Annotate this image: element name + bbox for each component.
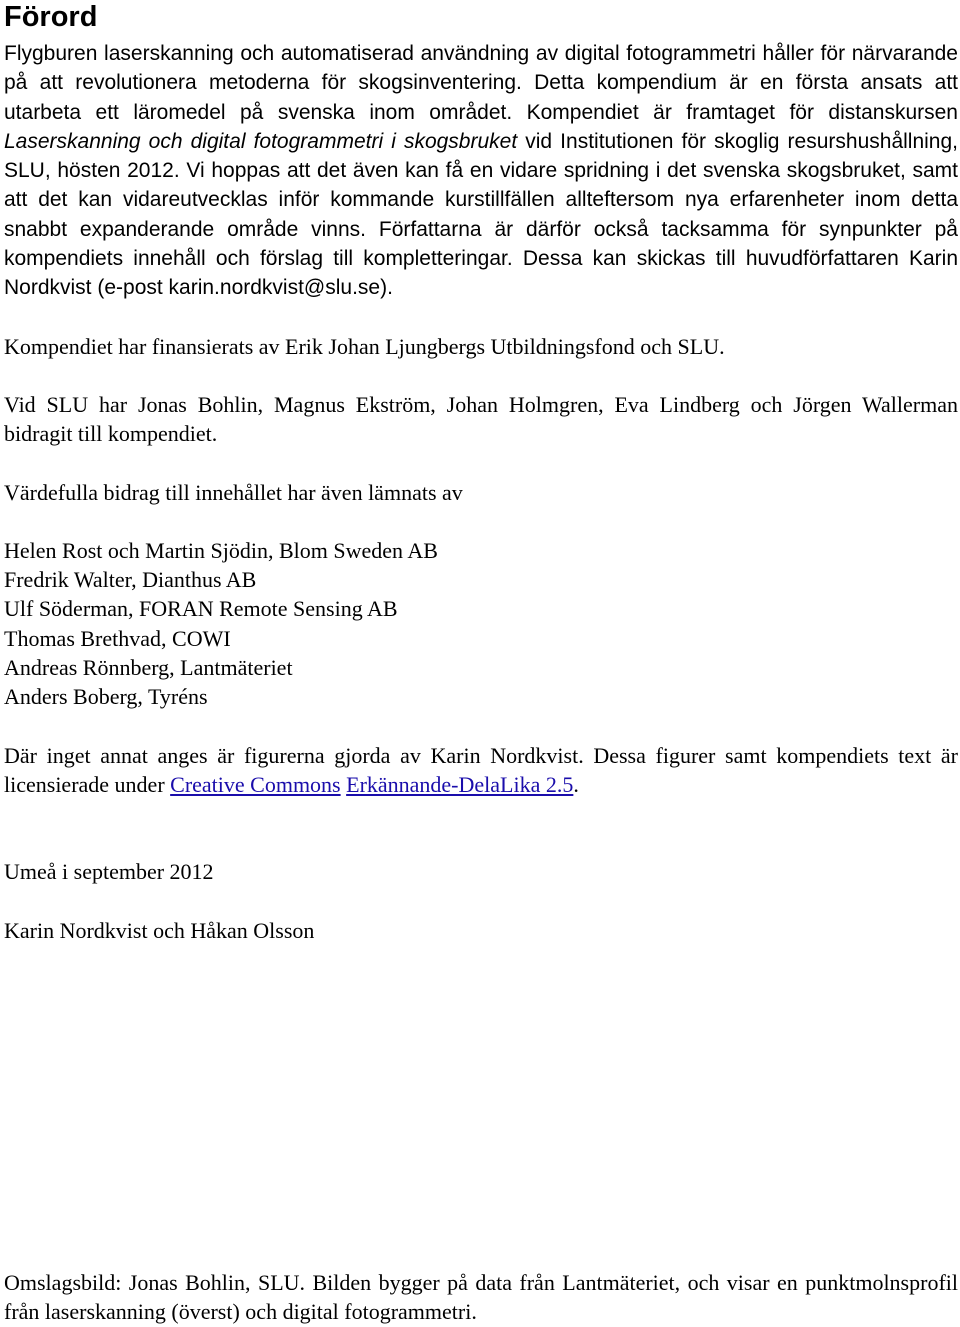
list-item: Fredrik Walter, Dianthus AB (4, 567, 257, 593)
contributors-list (4, 536, 958, 712)
list-item: Andreas Rönnberg, Lantmäteriet (4, 655, 293, 681)
list-item: Anders Boberg, Tyréns (4, 684, 208, 710)
license-version-link[interactable]: Erkännande-DelaLika 2.5 (346, 771, 574, 797)
cover-image-note (4, 1268, 958, 1327)
slu-contributors-paragraph: Vid SLU har Jonas Bohlin, Magnus Ekström, Johan Holmgren, Eva Lindberg och Jörgen Wallerman bidragit till kompendiet. (4, 391, 958, 447)
license-paragraph: Där inget annat anges är figurerna gjorda av Karin Nordkvist. Dessa figurer samt kompendiets text är licensierade under Creative Commons Erkännande-DelaLika 2.5. (4, 742, 958, 797)
funding-paragraph: Kompendiet har finansierats av Erik Johan Ljungbergs Utbildningsfond och SLU. (4, 333, 725, 359)
preface-page (4, 0, 958, 945)
list-item: Ulf Söderman, FORAN Remote Sensing AB (4, 596, 398, 622)
authors-signature: Karin Nordkvist och Håkan Olsson (4, 917, 315, 943)
intro-paragraph (4, 39, 958, 303)
other-contributors-intro: Värdefulla bidrag till innehållet har även lämnats av (4, 479, 463, 505)
intro-text-a: Flygburen laserskanning och automatiserad användning av digital fotogrammetri håller för närvarande på att revolutionera metoderna för skogsinventering. Detta kompendium är en första ansats att utarbeta ett läromedel på svenska inom området. Kompendiet är framtaget för distanskursen (4, 42, 958, 124)
page-title: Förord (4, 1, 98, 33)
list-item: Thomas Brethvad, COWI (4, 625, 231, 651)
intro-text-b: vid Institutionen för skoglig resurshushållning, SLU, hösten 2012. Vi hoppas att det även kan få en vidare spridning i det svenska skogsbruket, samt att det kan vidareutvecklas inför kommande kurstillfällen allteftersom nya erfarenheter inom detta snabbt expanderande område vinns. Författarna är därför också tacksamma för synpunkter på kompendiets innehåll och förslag till kompletteringar. Dessa kan skickas till huvudförfattaren Karin Nordkvist (e-post karin.nordkvist@slu.se). (4, 129, 958, 300)
course-title: Laserskanning och digital fotogrammetri i skogsbruket (4, 129, 518, 153)
license-text: Där inget annat anges är figurerna gjorda av Karin Nordkvist. Dessa figurer samt kompendiets text är licensierade under (4, 742, 958, 797)
creative-commons-link[interactable]: Creative Commons (170, 771, 341, 797)
list-item: Helen Rost och Martin Sjödin, Blom Sweden AB (4, 537, 438, 563)
cover-note-text: Omslagsbild: Jonas Bohlin, SLU. Bilden bygger på data från Lantmäteriet, och visar en punktmolnsprofil från laserskanning (överst) och digital fotogrammetri. (4, 1270, 958, 1325)
place-date: Umeå i september 2012 (4, 859, 214, 885)
